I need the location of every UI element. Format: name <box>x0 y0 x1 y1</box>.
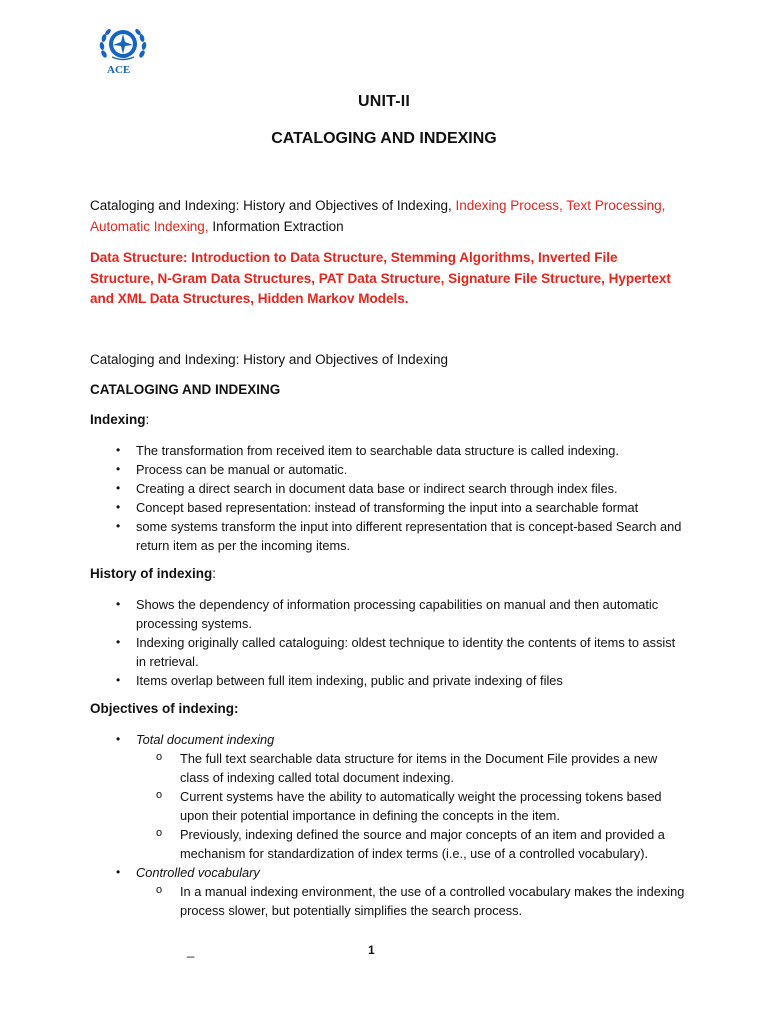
history-heading-text: History of indexing <box>90 566 213 581</box>
page-number: 1 <box>368 943 375 957</box>
syllabus-text-black: Cataloging and Indexing: History and Objectives of Indexing, <box>90 198 456 213</box>
sub-list <box>136 749 686 863</box>
sub-list-item: o Current systems have the ability to automatically weight the processing tokens based upon their potential importance in defining the concepts in the item. <box>156 787 686 825</box>
logo-text: ACE <box>107 64 131 76</box>
sub-list <box>136 882 686 920</box>
list-item: • Shows the dependency of information processing capabilities on manual and then automatic processing systems. <box>116 595 686 633</box>
list-item: • some systems transform the input into different representation that is concept-based Search and return item as per the incoming items. <box>116 517 686 555</box>
history-heading <box>90 566 216 581</box>
indexing-heading-text: Indexing <box>90 412 146 427</box>
sub-list-item: o The full text searchable data structure for items in the Document File provides a new class of indexing called total document indexing. <box>156 749 686 787</box>
syllabus-paragraph-2: Data Structure: Introduction to Data Structure, Stemming Algorithms, Inverted File Structure, N-Gram Data Structures, PAT Data Structure, Signature File Structure, Hypertext and XML Data Structures, Hidden Markov Models. <box>90 250 671 306</box>
objective-label: Controlled vocabulary <box>136 865 260 880</box>
list-item: • The transformation from received item to searchable data structure is called indexing. <box>116 441 686 460</box>
section-heading: CATALOGING AND INDEXING <box>90 382 281 397</box>
history-heading-colon: : <box>212 566 217 581</box>
objectives-heading: Objectives of indexing: <box>90 701 239 716</box>
list-item: • Concept based representation: instead of transforming the input into a searchable format <box>116 498 686 517</box>
list-item <box>116 863 686 920</box>
indexing-heading <box>90 412 149 427</box>
syllabus-text-black-end: Information Extraction <box>208 218 344 234</box>
indexing-list <box>116 441 686 555</box>
list-item: • Creating a direct search in document data base or indirect search through index files. <box>116 479 686 498</box>
list-item <box>116 730 686 863</box>
unit-title: UNIT-II <box>357 93 411 110</box>
list-item: • Items overlap between full item indexing, public and private indexing of files <box>116 671 686 690</box>
objectives-list <box>116 730 686 920</box>
syllabus-text-red: Indexing Process, Text Processing, Automatic Indexing, <box>90 198 666 234</box>
topic-title: CATALOGING AND INDEXING <box>271 130 497 147</box>
list-item: • Process can be manual or automatic. <box>116 460 686 479</box>
sub-list-item: o Previously, indexing defined the source and major concepts of an item and provided a mechanism for standardization of index terms (i.e., use of a controlled vocabulary). <box>156 825 686 863</box>
footer-dash: _ <box>187 943 195 958</box>
syllabus-paragraph-1 <box>90 196 680 237</box>
objective-label: Total document indexing <box>136 732 275 747</box>
list-item: • Indexing originally called cataloguing: oldest technique to identity the contents of items to assist in retrieval. <box>116 633 686 671</box>
indexing-heading-colon: : <box>145 412 150 427</box>
section-intro: Cataloging and Indexing: History and Objectives of Indexing <box>90 352 448 367</box>
history-list <box>116 595 686 690</box>
sub-list-item: o In a manual indexing environment, the use of a controlled vocabulary makes the indexing process slower, but potentially simplifies the search process. <box>156 882 686 920</box>
